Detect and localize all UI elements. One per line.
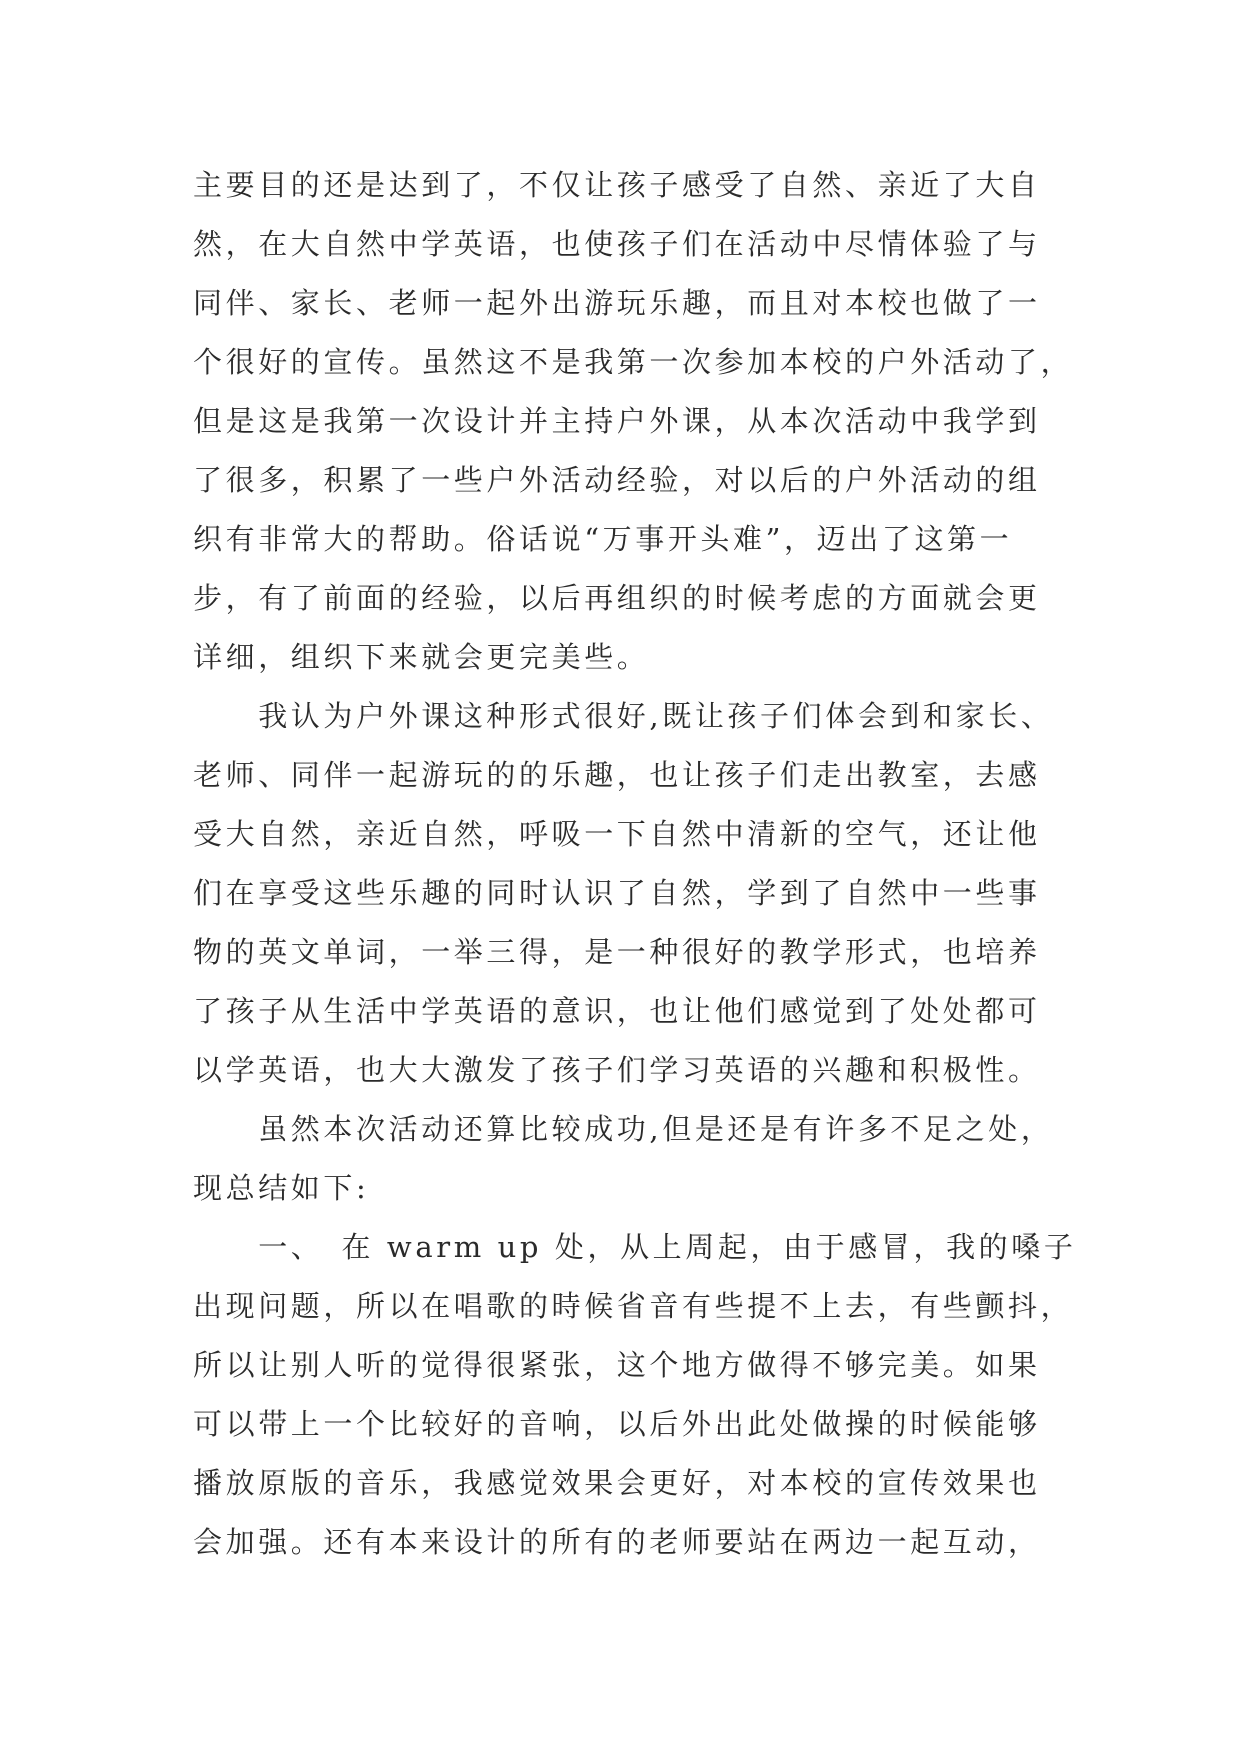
text-line: 个很好的宣传。虽然这不是我第一次参加本校的户外活动了，	[193, 345, 1074, 379]
text-line: 一、 在 warm up 处，从上周起，由于感冒，我的嗓子	[193, 1230, 1077, 1264]
text-line: 了孩子从生活中学英语的意识，也让他们感觉到了处处都可	[193, 994, 1041, 1028]
text-line: 老师、同伴一起游玩的的乐趣，也让孩子们走出教室，去感	[193, 758, 1041, 792]
text-line: 详细，组织下来就会更完美些。	[193, 640, 650, 674]
text-line: 播放原版的音乐，我感觉效果会更好，对本校的宣传效果也	[193, 1466, 1041, 1500]
text-line: 虽然本次活动还算比较成功,但是还是有许多不足之处，	[193, 1112, 1054, 1146]
text-line: 物的英文单词，一举三得，是一种很好的教学形式，也培养	[193, 935, 1041, 969]
body-text	[193, 156, 1077, 1572]
text-line: 受大自然，亲近自然，呼吸一下自然中清新的空气，还让他	[193, 817, 1041, 851]
text-line: 织有非常大的帮助。俗话说“万事开头难”，迈出了这第一	[193, 522, 1013, 556]
text-line: 同伴、家长、老师一起外出游玩乐趣，而且对本校也做了一	[193, 286, 1041, 320]
text-line: 现总结如下:	[193, 1171, 370, 1205]
text-line: 以学英语，也大大激发了孩子们学习英语的兴趣和积极性。	[193, 1053, 1041, 1087]
text-line: 主要目的还是达到了，不仅让孩子感受了自然、亲近了大自	[193, 168, 1041, 202]
text-line: 了很多，积累了一些户外活动经验，对以后的户外活动的组	[193, 463, 1041, 497]
text-line: 会加强。还有本来设计的所有的老师要站在两边一起互动，	[193, 1525, 1041, 1559]
text-line: 但是这是我第一次设计并主持户外课，从本次活动中我学到	[193, 404, 1041, 438]
text-line: 步，有了前面的经验，以后再组织的时候考虑的方面就会更	[193, 581, 1041, 615]
text-line: 们在享受这些乐趣的同时认识了自然，学到了自然中一些事	[193, 876, 1041, 910]
text-line: 出现问题，所以在唱歌的時候省音有些提不上去，有些颤抖，	[193, 1289, 1074, 1323]
text-line: 可以带上一个比较好的音响，以后外出此处做操的时候能够	[193, 1407, 1041, 1441]
text-line: 然，在大自然中学英语，也使孩子们在活动中尽情体验了与	[193, 227, 1041, 261]
text-line: 所以让别人听的觉得很紧张，这个地方做得不够完美。如果	[193, 1348, 1041, 1382]
text-line: 我认为户外课这种形式很好,既让孩子们体会到和家长、	[193, 699, 1054, 733]
